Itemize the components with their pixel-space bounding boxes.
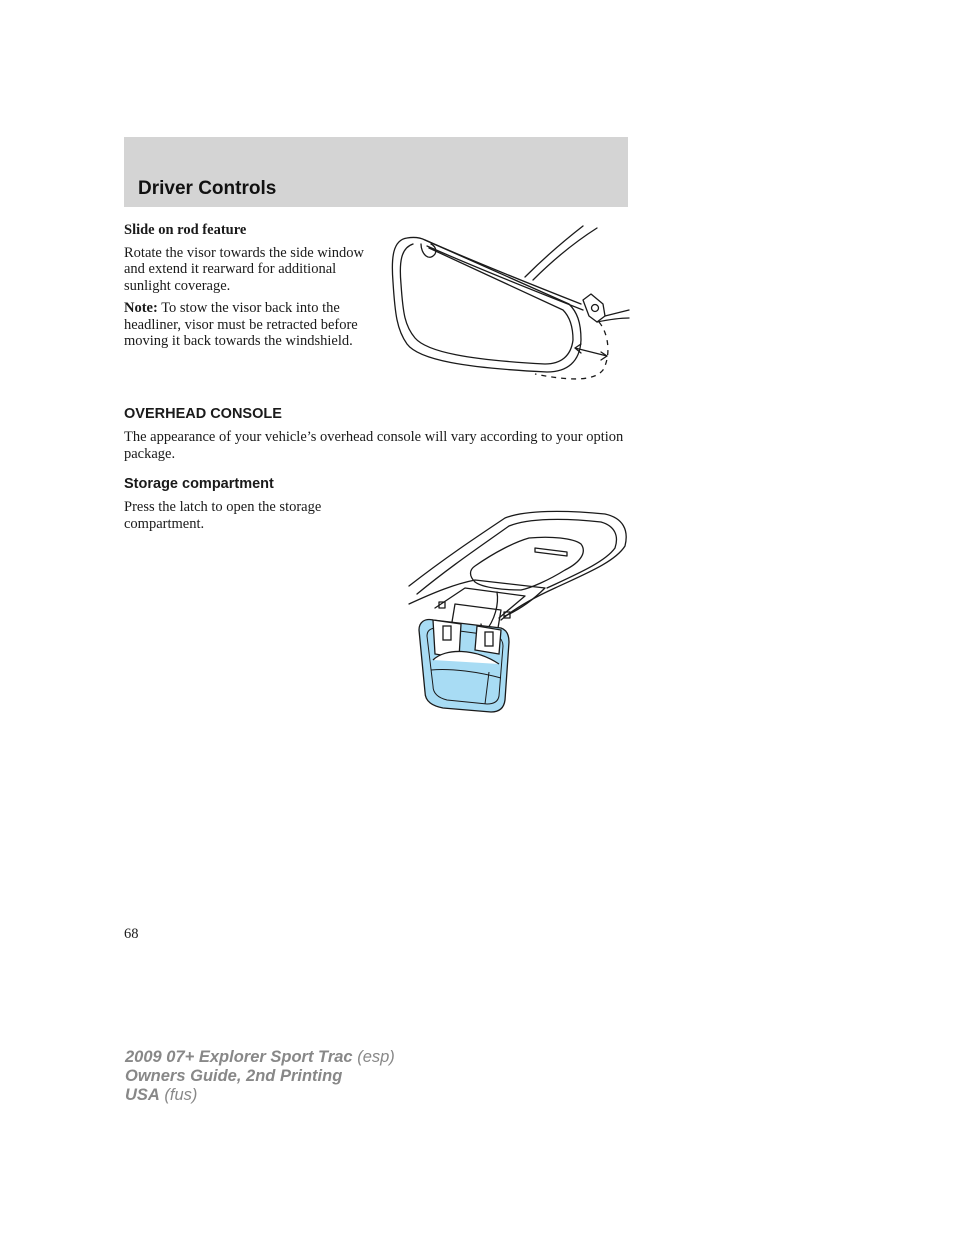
storage-section bbox=[124, 476, 374, 532]
visor-section bbox=[124, 222, 369, 350]
sun-visor-illustration bbox=[385, 222, 635, 387]
console-section bbox=[124, 406, 629, 462]
note-label: Note: bbox=[124, 300, 158, 316]
storage-heading: Storage compartment bbox=[124, 476, 274, 492]
footer-line-1: 2009 07+ Explorer Sport Trac (esp) bbox=[125, 1048, 395, 1066]
storage-body: Press the latch to open the storage compartment. bbox=[124, 499, 322, 532]
note-text: To stow the visor back into the headliner, visor must be retracted before moving it back towards the windshield. bbox=[124, 300, 358, 349]
footer-line-3: USA (fus) bbox=[125, 1086, 198, 1104]
footer-line-2: Owners Guide, 2nd Printing bbox=[125, 1067, 343, 1085]
overhead-console-illustration bbox=[405, 508, 630, 718]
visor-note bbox=[124, 300, 369, 350]
document-footer bbox=[125, 1048, 395, 1105]
console-body: The appearance of your vehicle’s overhead console will vary according to your option package. bbox=[124, 429, 624, 462]
page-number: 68 bbox=[124, 926, 139, 942]
section-title: Driver Controls bbox=[138, 178, 277, 199]
visor-heading: Slide on rod feature bbox=[124, 222, 247, 238]
console-heading: OVERHEAD CONSOLE bbox=[124, 406, 282, 422]
visor-body: Rotate the visor towards the side window and extend it rearward for additional sunlight coverage. bbox=[124, 244, 365, 294]
